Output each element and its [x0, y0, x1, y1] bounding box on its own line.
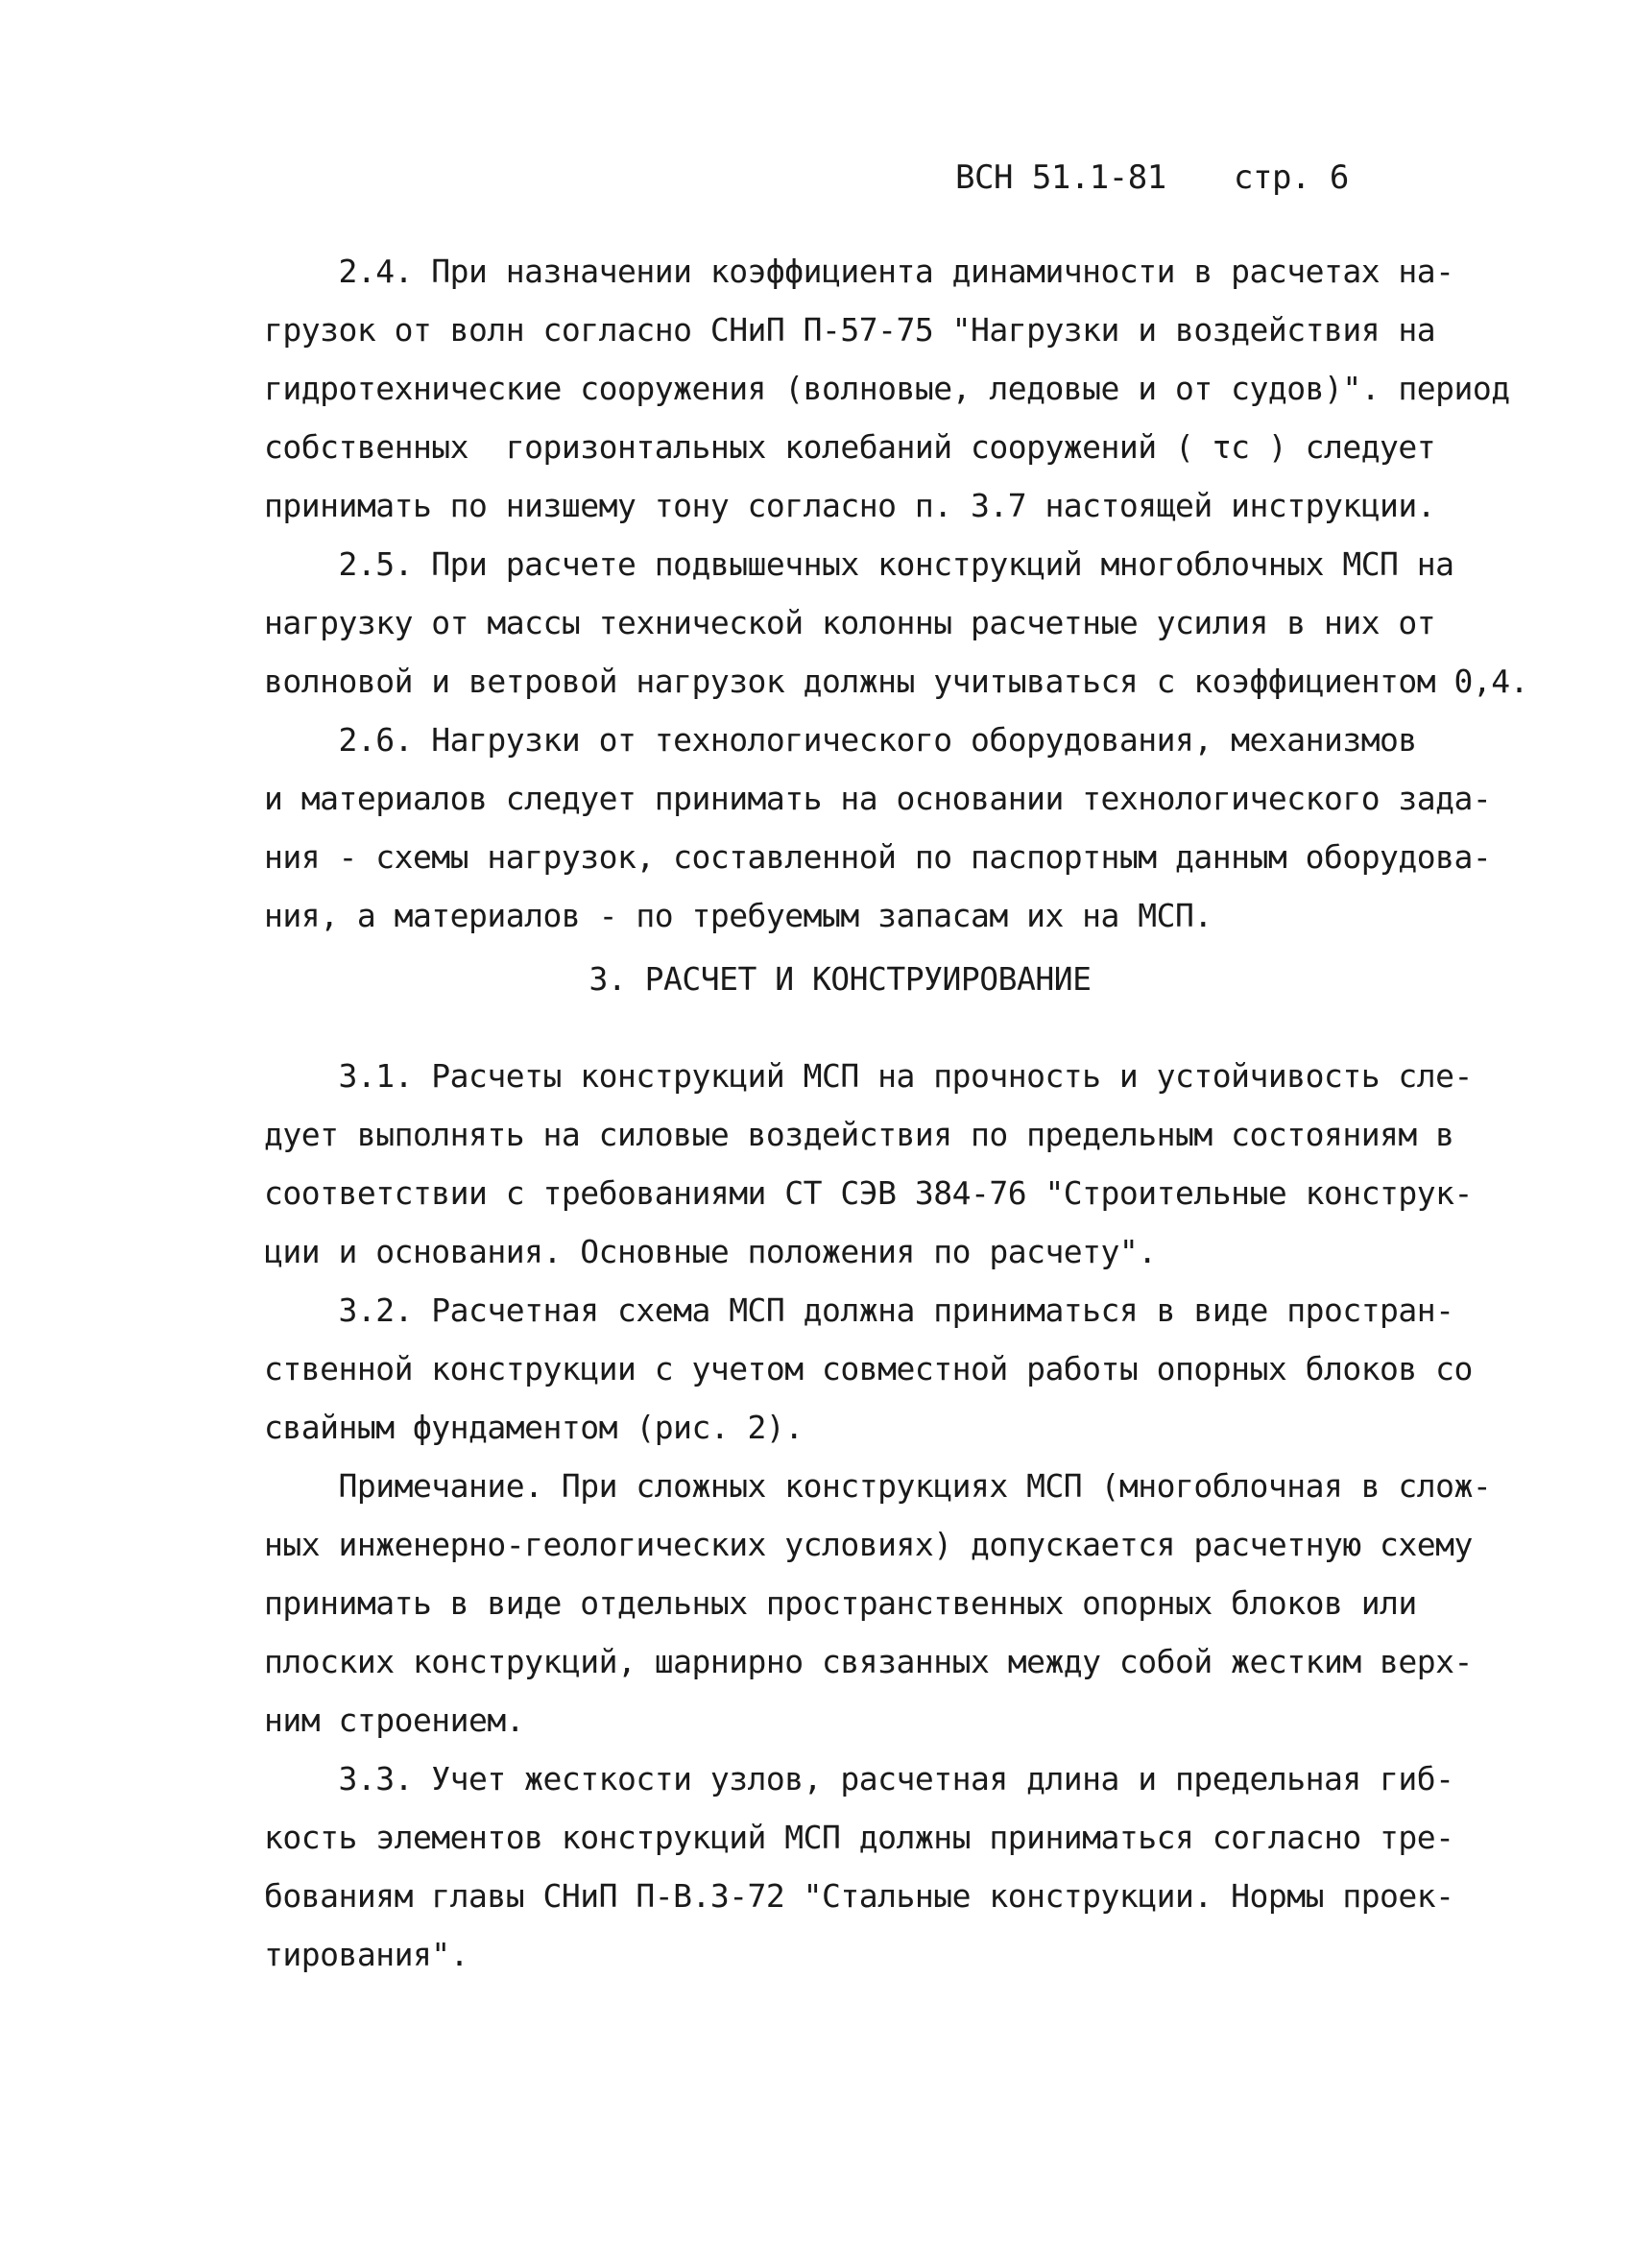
text-line: дует выполнять на силовые воздействия по предельным состояниям в	[264, 1116, 1454, 1153]
section-3-heading: 3. РАСЧЕТ И КОНСТРУИРОВАНИЕ	[588, 960, 1092, 998]
section-3-body	[264, 1047, 1492, 1984]
paragraph-3-2	[264, 1281, 1473, 1457]
text-line: 3.2. Расчетная схема МСП должна приниматься в виде простран-	[264, 1291, 1454, 1329]
text-line: и материалов следует принимать на основании технологического зада-	[264, 780, 1492, 817]
text-line: нагрузку от массы технической колонны расчетные усилия в них от	[264, 604, 1436, 641]
text-line: бованиям главы СНиП П-В.3-72 "Стальные конструкции. Нормы проек-	[264, 1877, 1454, 1915]
paragraph-2-6	[264, 711, 1492, 945]
text-line: 2.5. При расчете подвышечных конструкций многоблочных МСП на	[264, 545, 1454, 583]
text-line: тирования".	[264, 1936, 469, 1973]
page-header	[955, 158, 1349, 197]
text-line: ния, а материалов - по требуемым запасам их на МСП.	[264, 897, 1213, 934]
paragraph-note	[264, 1457, 1492, 1749]
text-line: ственной конструкции с учетом совместной работы опорных блоков со	[264, 1350, 1473, 1387]
paragraph-2-5	[264, 535, 1529, 711]
document-code: ВСН 51.1-81	[955, 158, 1166, 197]
text-line: гидротехнические сооружения (волновые, ледовые и от судов)". период	[264, 370, 1510, 407]
text-line: 3.3. Учет жесткости узлов, расчетная длина и предельная гиб-	[264, 1760, 1454, 1798]
text-line: принимать в виде отдельных пространственных опорных блоков или	[264, 1584, 1417, 1622]
text-line: плоских конструкций, шарнирно связанных между собой жестким верх-	[264, 1643, 1473, 1680]
text-line: 3.1. Расчеты конструкций МСП на прочность и устойчивость сле-	[264, 1057, 1473, 1095]
text-line: волновой и ветровой нагрузок должны учитываться с коэффициентом 0,4.	[264, 663, 1529, 700]
text-line: собственных горизонтальных колебаний сооружений ( τc ) следует	[264, 428, 1436, 466]
text-line: принимать по низшему тону согласно п. 3.7 настоящей инструкции.	[264, 487, 1436, 524]
section-2-body	[264, 242, 1529, 945]
text-line: свайным фундаментом (рис. 2).	[264, 1409, 804, 1446]
paragraph-3-3	[264, 1749, 1454, 1984]
text-line: 2.4. При назначении коэффициента динамичности в расчетах на-	[264, 253, 1454, 290]
text-line: ных инженерно-геологических условиях) допускается расчетную схему	[264, 1526, 1473, 1563]
paragraph-3-1	[264, 1047, 1473, 1281]
paragraph-2-4	[264, 242, 1510, 535]
page-number: стр. 6	[1234, 158, 1349, 197]
text-line: ним строением.	[264, 1701, 525, 1739]
text-line: Примечание. При сложных конструкциях МСП (многоблочная в слож-	[264, 1467, 1492, 1505]
text-line: грузок от волн согласно СНиП П-57-75 "Нагрузки и воздействия на	[264, 311, 1436, 349]
text-line: кость элементов конструкций МСП должны приниматься согласно тре-	[264, 1819, 1454, 1856]
text-line: ния - схемы нагрузок, составленной по паспортным данным оборудова-	[264, 838, 1492, 876]
text-line: ции и основания. Основные положения по расчету".	[264, 1233, 1157, 1270]
text-line: 2.6. Нагрузки от технологического оборудования, механизмов	[264, 721, 1417, 759]
text-line: соответствии с требованиями СТ СЭВ 384-76 "Строительные конструк-	[264, 1174, 1473, 1212]
